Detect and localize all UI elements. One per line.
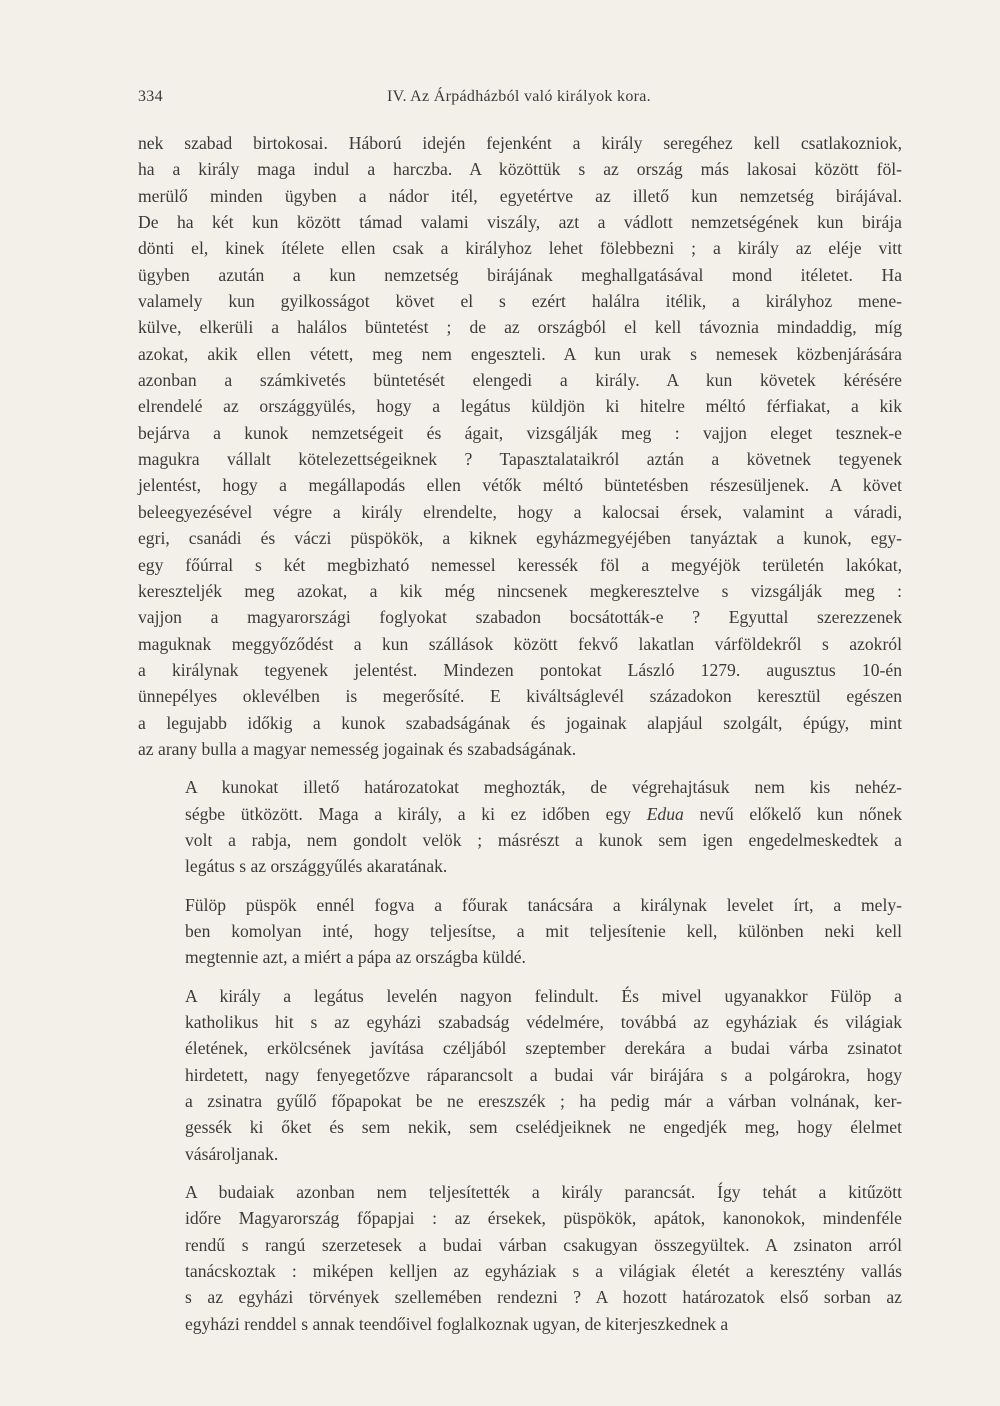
page-header	[138, 88, 900, 112]
text-line: ügyben azután a kun nemzetség birájának meghallgatásával mond itéletet. Ha	[138, 264, 902, 285]
text-line: az arany bulla a magyar nemesség jogainak és szabadságának.	[138, 738, 577, 759]
text-line: vásároljanak.	[185, 1143, 279, 1164]
text-line: megtennie azt, a miért a pápa az országba küldé.	[185, 947, 526, 968]
text-line: merülő minden ügyben a nádor itél, egyetértve az illető kun nemzetség birájával.	[138, 185, 902, 206]
body-text	[138, 130, 902, 1349]
text-line: a királynak tegyenek jelentést. Mindezen pontokat László 1279. augusztus 10-én	[138, 659, 902, 680]
text-line: s az egyházi törvények szellemében rendezni ? A hozott határozatok első sorban az	[185, 1287, 902, 1308]
text-line: Fülöp püspök ennél fogva a főurak tanácsára a királynak levelet írt, a mely-	[185, 894, 902, 915]
text-line: egri, csanádi és váczi püspökök, a kiknek egyházmegyéjében tanyáztak a kunok, egy-	[138, 528, 902, 549]
text-line: maguknak meggyőződést a kun szállások között fekvő lakatlan várföldekről s azokról	[138, 633, 902, 654]
paragraph	[138, 892, 902, 971]
text-line: magukra vállalt kötelezettségeiknek ? Tapasztalataikról aztán a követnek tegyenek	[138, 449, 902, 470]
text-line: ünnepélyes oklevélben is megerősíté. E kiváltságlevél századokon keresztül egészen	[138, 686, 902, 707]
page-number: 334	[138, 88, 163, 105]
text-line: egyházi renddel s annak teendőivel foglalkoznak ugyan, de kiterjeszkednek a	[185, 1313, 729, 1334]
text-line: a legujabb időkig a kunok szabadságának és jogainak alapjául szolgált, épúgy, mint	[138, 712, 902, 733]
text-line: A király a legátus levelén nagyon felindult. És mivel ugyanakkor Fülöp a	[185, 985, 902, 1006]
text-line: ben komolyan inté, hogy teljesítse, a mit teljesítenie kell, különben neki kell	[185, 920, 902, 941]
text-line: azokat, akik ellen vétett, meg nem engeszteli. A kun urak s nemesek közbenjárására	[138, 343, 902, 364]
text-line: elrendelé az országgyülés, hogy a legátus küldjön ki hitelre méltó férfiakat, a kik	[138, 396, 902, 417]
text-line: életének, erkölcsének javítása czéljából szeptember derekára a budai várba zsinatot	[185, 1038, 902, 1059]
text-line: gessék ki őket és sem nekik, sem cselédjeiknek ne engedjék meg, hogy élelmet	[185, 1117, 902, 1138]
paragraph	[138, 983, 902, 1167]
text-line: jelentést, hogy a megállapodás ellen vétők méltó büntetésben részesüljenek. A követ	[138, 475, 902, 496]
text-line: De ha két kun között támad valami viszály, azt a vádlott nemzetségének kun birája	[138, 212, 902, 233]
text-line: hirdetett, nagy fenyegetőzve ráparancsolt a budai vár birájára s a polgárokra, hogy	[185, 1064, 902, 1085]
text-line: A kunokat illető határozatokat meghozták, de végrehajtásuk nem kis nehéz-	[185, 777, 902, 798]
text-line: bejárva a kunok nemzetségeit és ágait, vizsgálják meg : vajjon eleget tesznek-e	[138, 422, 902, 443]
text-line: A budaiak azonban nem teljesítették a király parancsát. Így tehát a kitűzött	[185, 1182, 902, 1203]
text-line: külve, elkerüli a halálos büntetést ; de az országból el kell távoznia mindaddig, míg	[138, 317, 902, 338]
text-line: vajjon a magyarországi foglyokat szabadon bocsátották-e ? Egyuttal szerezzenek	[138, 607, 902, 628]
text-line: volt a rabja, nem gondolt velök ; másrészt a kunok sem igen engedelmeskedtek a	[185, 829, 902, 850]
text-line: rendű s rangú szerzetesek a budai várban csakugyan összegyültek. A zsinaton arról	[185, 1234, 902, 1255]
running-head: IV. Az Árpádházból való királyok kora.	[387, 88, 651, 105]
text-line: nek szabad birtokosai. Háború idején fejenként a király seregéhez kell csatlakozniok,	[138, 133, 902, 153]
text-line: kereszteljék meg azokat, a kik még nincsenek megkeresztelve s vizsgálják meg :	[138, 580, 902, 601]
paragraph	[138, 1179, 902, 1337]
paragraph	[138, 130, 902, 762]
text-line: azonban a számkivetés büntetését elengedi a király. A kun követek kérésére	[138, 370, 902, 391]
text-line: valamely kun gyilkosságot követ el s ezért halálra itélik, a királyhoz mene-	[138, 291, 902, 312]
text-line: ha a király maga indul a harczba. A közöttük s az ország más lakosai között föl-	[138, 159, 902, 180]
text-line: dönti el, kinek ítélete ellen csak a királyhoz lehet fölebbezni ; a király az eléje vitt	[138, 238, 902, 259]
text-line: a zsinatra gyűlő főpapokat be ne ereszszék ; ha pedig már a várban volnának, ker-	[185, 1091, 902, 1112]
text-line: tanácskoztak : miképen kelljen az egyháziak s a világiak életét a keresztény vallás	[185, 1261, 902, 1282]
text-line: katholikus hit s az egyházi szabadság védelmére, továbbá az egyháziak és világiak	[185, 1012, 902, 1032]
text-line: egy főúrral s két megbizható nemessel keressék föl a megyéjök területén lakókat,	[138, 554, 902, 575]
text-line: legátus s az országgyűlés akaratának.	[185, 856, 448, 877]
paragraph	[138, 774, 902, 879]
text-line: időre Magyarország főpapjai : az érsekek, püspökök, apátok, kanonokok, mindenféle	[185, 1208, 902, 1229]
text-line: ségbe ütközött. Maga a király, a ki ez időben egy Edua nevű előkelő kun nőnek	[185, 803, 902, 824]
text-line: beleegyezésével végre a király elrendelte, hogy a kalocsai érsek, valamint a váradi,	[138, 501, 902, 522]
